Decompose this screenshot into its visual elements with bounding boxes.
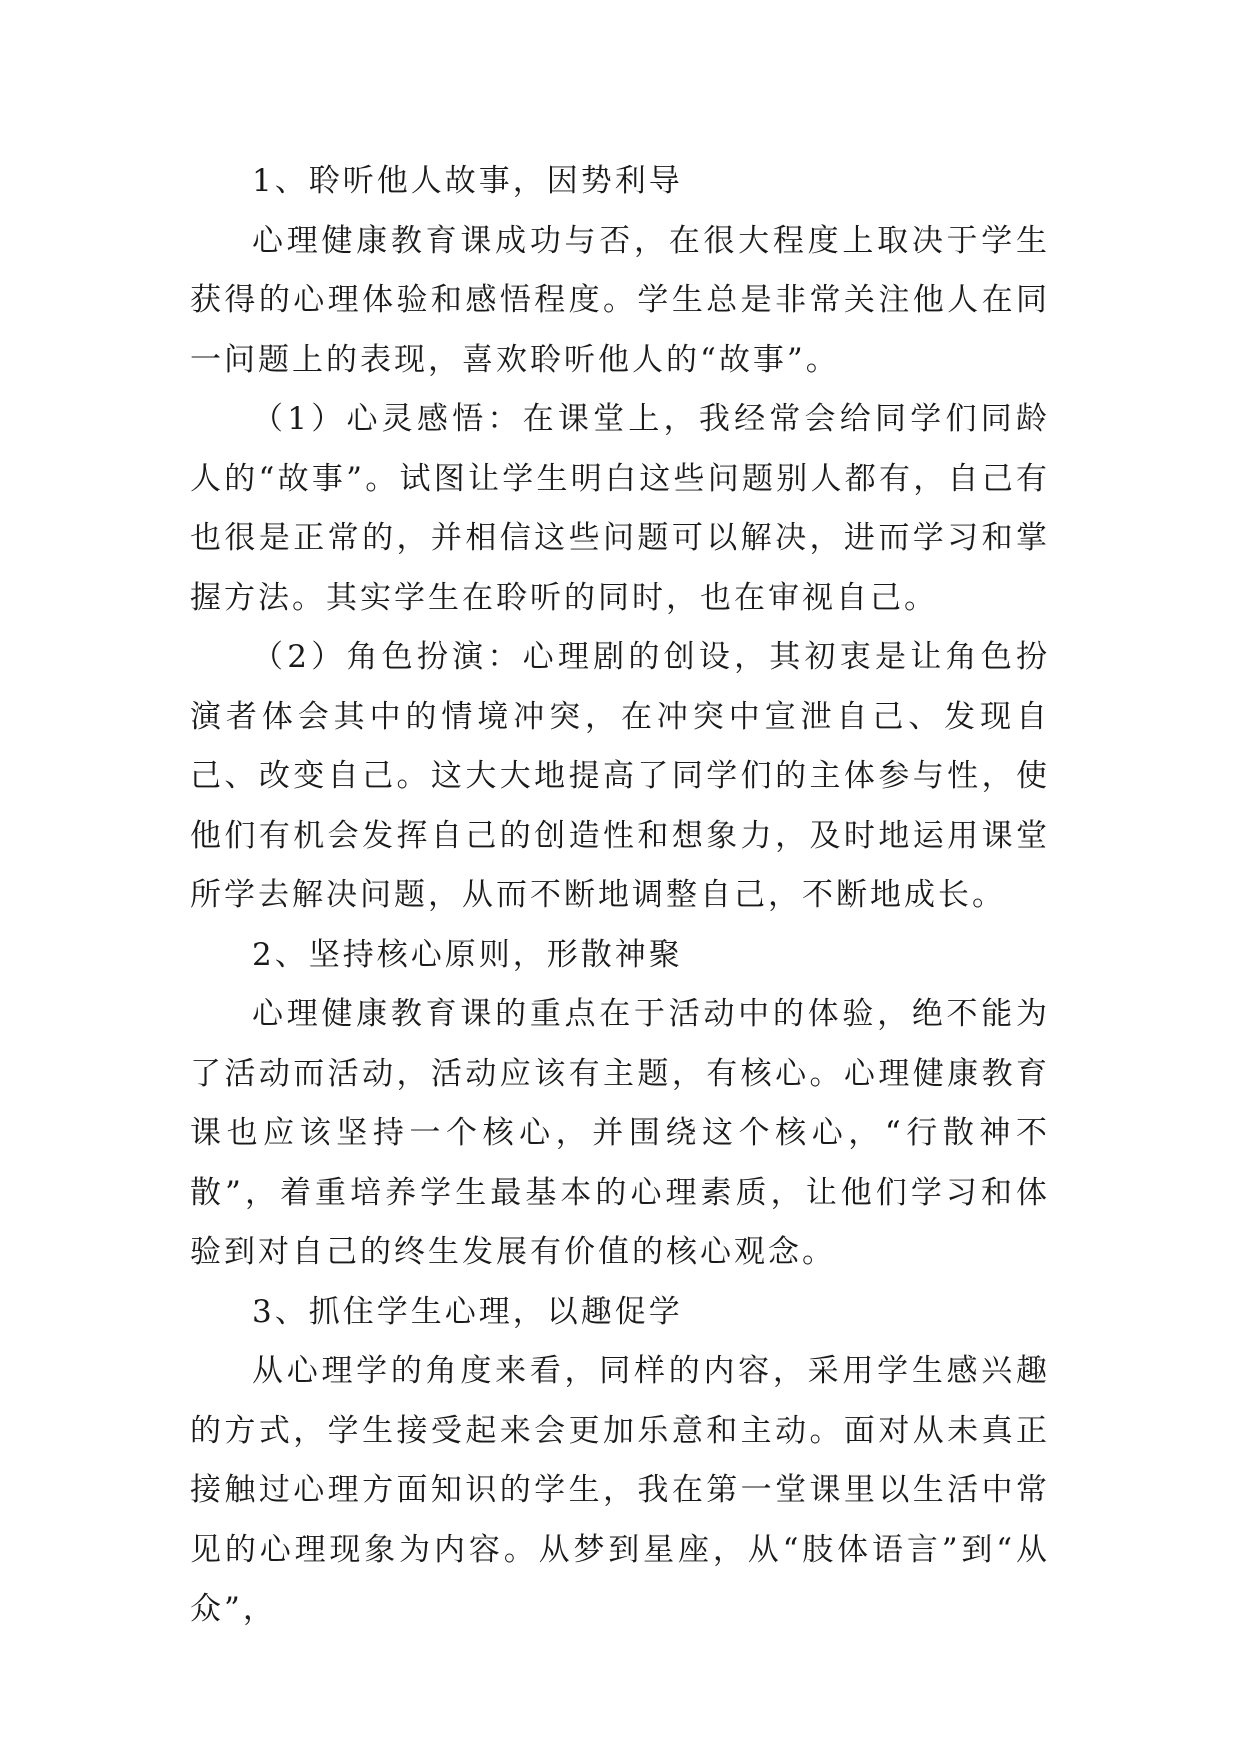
heading-3: 3、抓住学生心理，以趣促学 — [252, 1293, 683, 1330]
paragraph-heart-insight: （1）心灵感悟：在课堂上，我经常会给同学们同龄人的“故事”。试图让学生明白这些问题别人都有，自己有也很是正常的，并相信这些问题可以解决，进而学习和掌握方法。其实学生在聆听的同时，也在审视自己。 — [190, 401, 1050, 616]
document-body — [190, 152, 1050, 1640]
paragraph-interest: 从心理学的角度来看，同样的内容，采用学生感兴趣的方式，学生接受起来会更加乐意和主动。面对从未真正接触过心理方面知识的学生，我在第一堂课里以生活中常见的心理现象为内容。从梦到星座，从“肢体语言”到“从众”， — [190, 1353, 1050, 1627]
paragraph-role-play: （2）角色扮演：心理剧的创设，其初衷是让角色扮演者体会其中的情境冲突，在冲突中宣泄自己、发现自己、改变自己。这大大地提高了同学们的主体参与性，使他们有机会发挥自己的创造性和想象力，及时地运用课堂所学去解决问题，从而不断地调整自己，不断地成长。 — [190, 639, 1050, 913]
paragraph-intro: 心理健康教育课成功与否，在很大程度上取决于学生获得的心理体验和感悟程度。学生总是非常关注他人在同一问题上的表现，喜欢聆听他人的“故事”。 — [190, 222, 1050, 378]
paragraph-core-principle: 心理健康教育课的重点在于活动中的体验，绝不能为了活动而活动，活动应该有主题，有核心。心理健康教育课也应该坚持一个核心，并围绕这个核心，“行散神不散”，着重培养学生最基本的心理素质，让他们学习和体验到对自己的终生发展有价值的核心观念。 — [190, 996, 1050, 1270]
heading-1: 1、聆听他人故事，因势利导 — [252, 163, 683, 199]
heading-2: 2、坚持核心原则，形散神聚 — [252, 936, 683, 973]
